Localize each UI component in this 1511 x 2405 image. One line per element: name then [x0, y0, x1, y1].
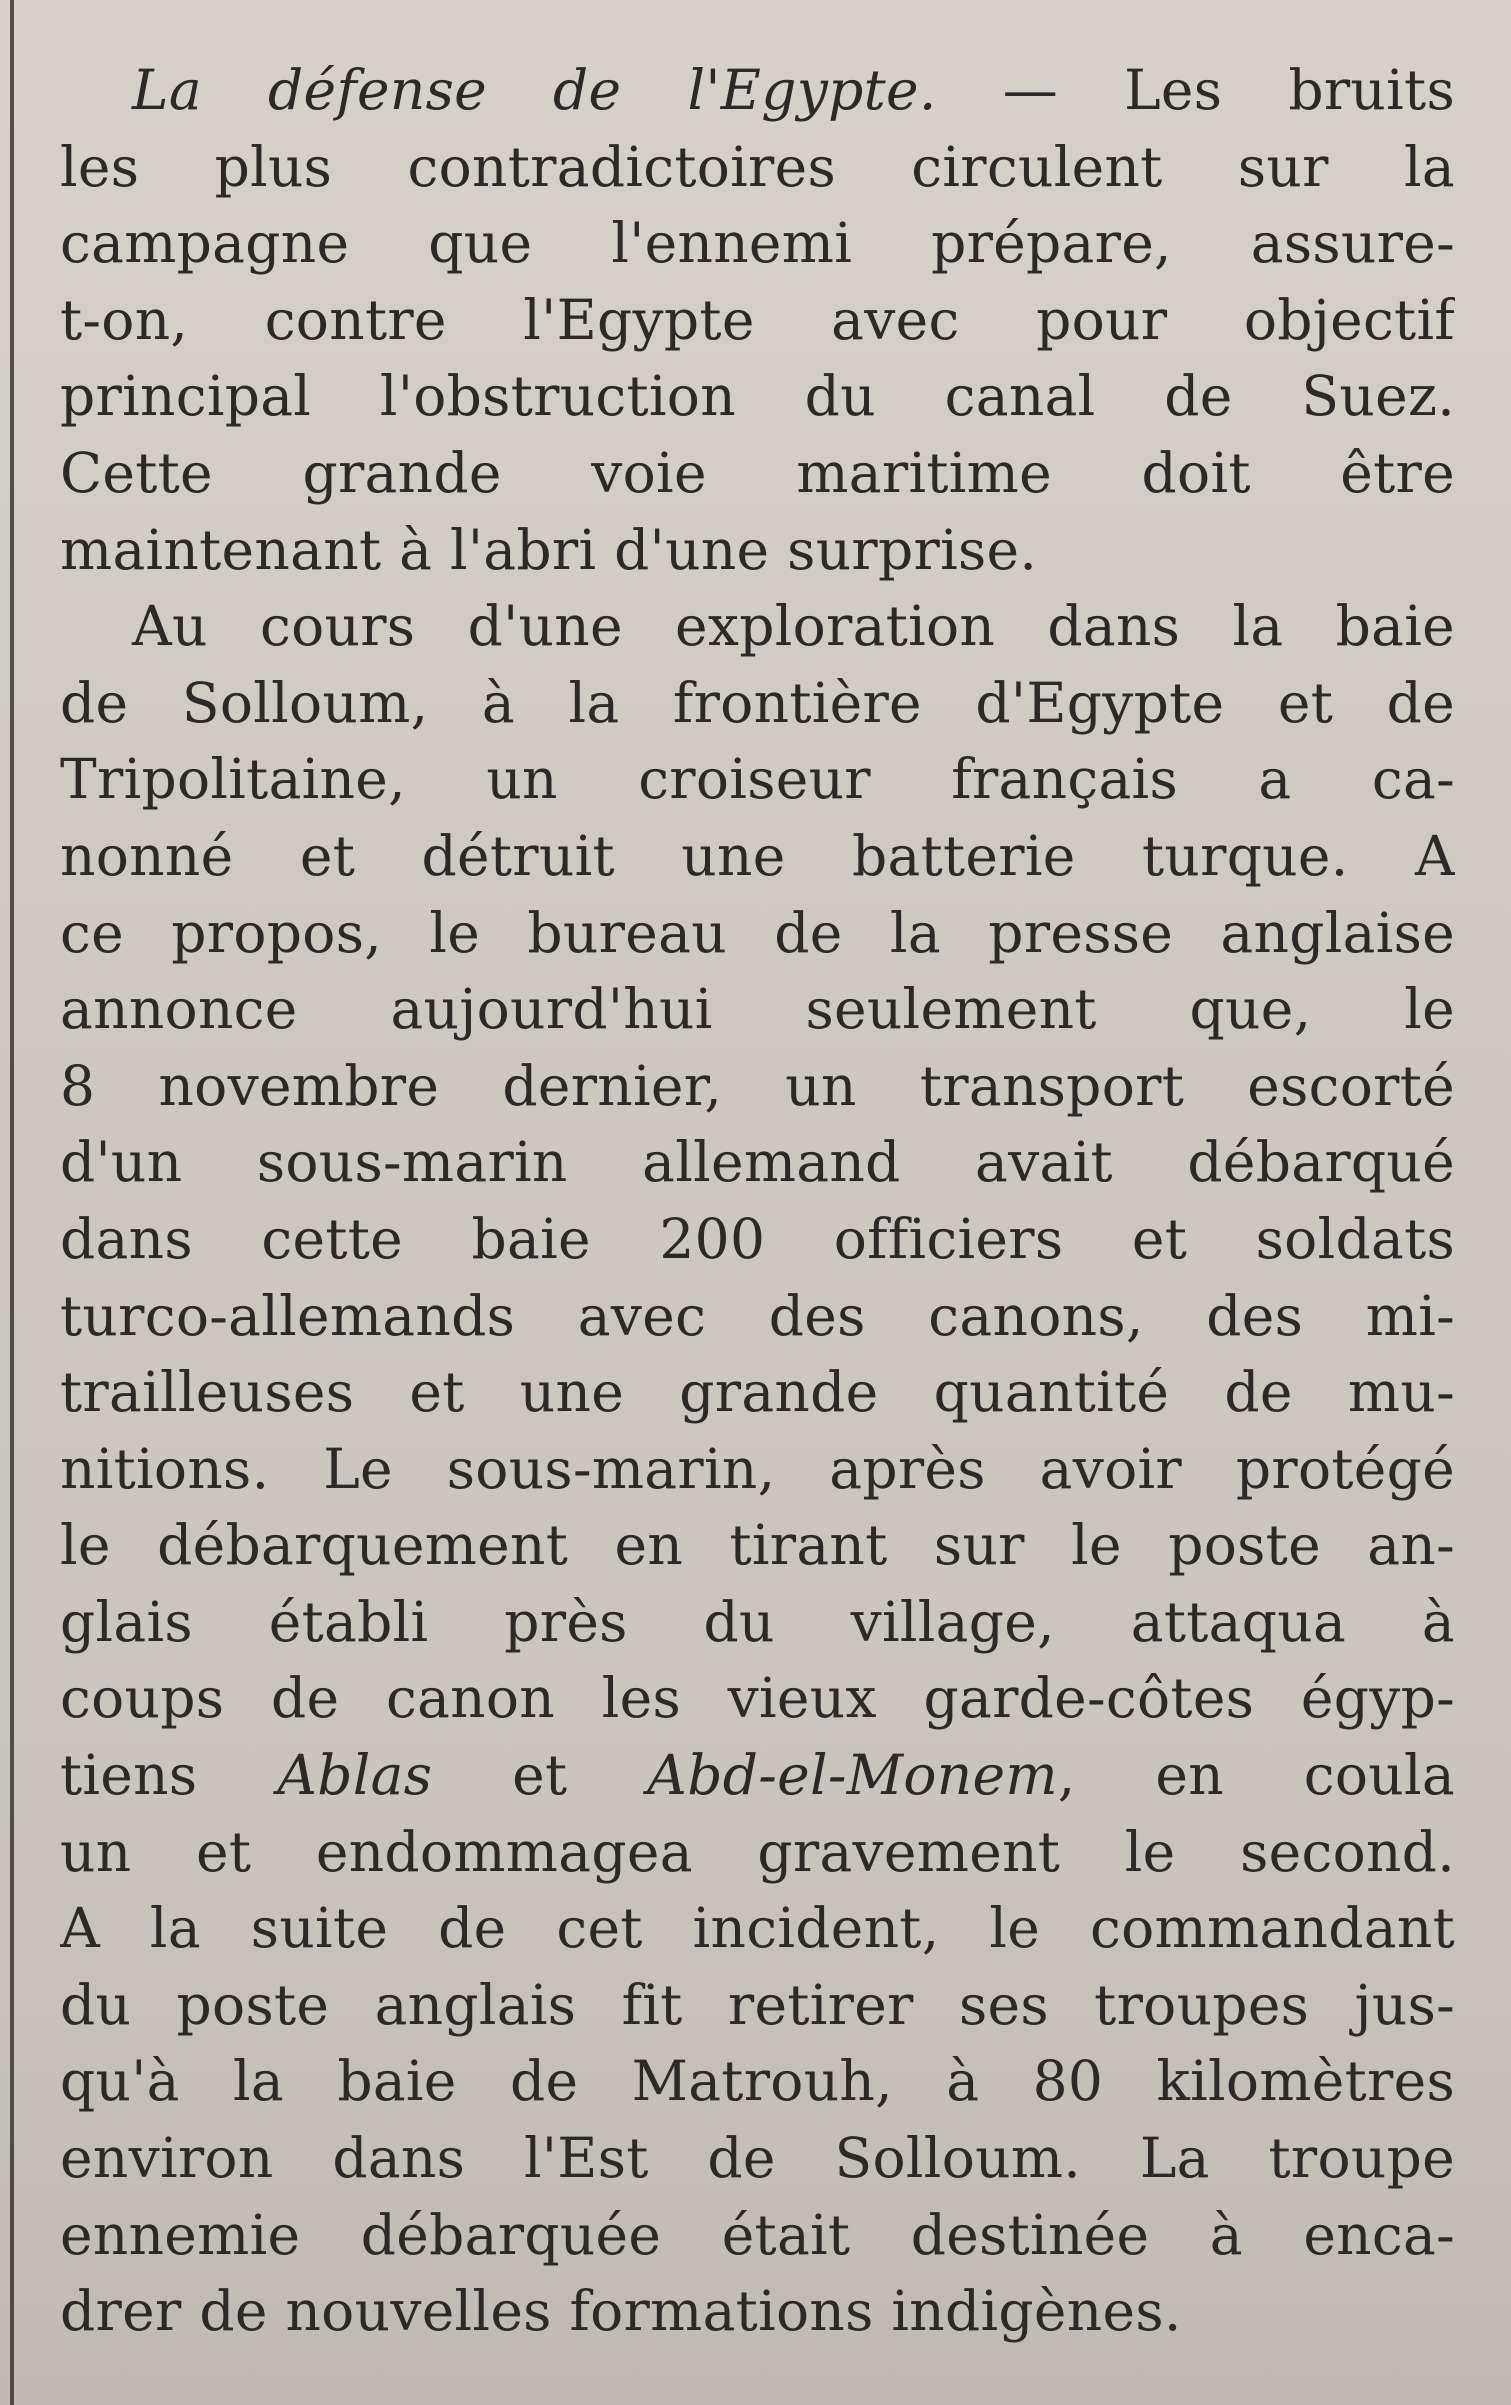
text-segment: ennemie débarquée était destinée à enca- [60, 2202, 1455, 2267]
text-segment: le débarquement en tirant sur le poste an- [60, 1513, 1455, 1578]
article-line [60, 129, 1455, 206]
article-line [60, 1201, 1455, 1278]
article-line [60, 205, 1455, 282]
text-segment: et [432, 1743, 648, 1808]
text-segment: t-on, contre l'Egypte avec pour objectif [60, 287, 1455, 352]
italic-text: Abd-el-Monem [647, 1743, 1058, 1808]
article-body [60, 52, 1455, 2350]
text-segment: tiens [60, 1743, 278, 1808]
article-line [60, 1354, 1455, 1431]
text-segment: dans cette baie 200 officiers et soldats [60, 1206, 1455, 1271]
article-line [60, 971, 1455, 1048]
text-segment: drer de nouvelles formations indigènes. [60, 2279, 1182, 2344]
article-line [60, 665, 1455, 742]
text-segment: 8 novembre dernier, un transport escorté [60, 1053, 1455, 1118]
italic-text: Ablas [277, 1743, 433, 1808]
text-segment: maintenant à l'abri d'une surprise. [60, 517, 1038, 582]
text-segment: glais établi près du village, attaqua à [60, 1589, 1455, 1654]
text-segment: annonce aujourd'hui seulement que, le [60, 977, 1455, 1042]
article-line [60, 1660, 1455, 1737]
article-line [60, 1890, 1455, 1967]
article-line [60, 1814, 1455, 1891]
article-line [60, 2197, 1455, 2274]
article-line [60, 1048, 1455, 1125]
text-segment: qu'à la baie de Matrouh, à 80 kilomètres [60, 2049, 1455, 2114]
italic-text: La défense de l'Egypte. [132, 58, 937, 122]
text-segment: — Les bruits [936, 58, 1455, 122]
text-segment: un et endommagea gravement le second. [60, 1819, 1455, 1884]
text-segment: environ dans l'Est de Solloum. La troupe [60, 2126, 1455, 2191]
article-line [60, 512, 1455, 589]
article-line [60, 1584, 1455, 1661]
article-line [60, 1737, 1455, 1814]
text-segment: A la suite de cet incident, le commandant [60, 1896, 1455, 1961]
article-line [60, 741, 1455, 818]
article-line [60, 818, 1455, 895]
article-line [60, 588, 1455, 665]
text-segment: trailleuses et une grande quantité de mu- [60, 1360, 1455, 1425]
text-segment: campagne que l'ennemi prépare, assure- [60, 211, 1455, 276]
text-segment: Tripolitaine, un croiseur français a ca- [60, 747, 1455, 812]
text-segment: de Solloum, à la frontière d'Egypte et de [60, 670, 1455, 735]
text-segment: les plus contradictoires circulent sur la [60, 134, 1455, 199]
article-line [60, 1124, 1455, 1201]
text-segment: Au cours d'une exploration dans la baie [132, 594, 1455, 659]
article-line [60, 358, 1455, 435]
article-line [60, 1278, 1455, 1355]
text-segment: , en coula [1057, 1743, 1455, 1808]
text-segment: principal l'obstruction du canal de Suez. [60, 364, 1455, 429]
text-segment: turco-allemands avec des canons, des mi- [60, 1283, 1455, 1348]
article-line [60, 2120, 1455, 2197]
article-line [60, 1507, 1455, 1584]
text-segment: coups de canon les vieux garde-côtes égyp- [60, 1666, 1455, 1731]
article-line [60, 1967, 1455, 2044]
text-segment: ce propos, le bureau de la presse anglaise [60, 900, 1455, 965]
text-segment: Cette grande voie maritime doit être [60, 440, 1455, 505]
article-line [60, 2043, 1455, 2120]
article-paragraph [60, 588, 1455, 2350]
article-line [60, 52, 1455, 129]
article-paragraph [60, 52, 1455, 588]
article-line [60, 282, 1455, 359]
article-line [60, 895, 1455, 972]
text-segment: d'un sous-marin allemand avait débarqué [60, 1130, 1455, 1195]
text-segment: nitions. Le sous-marin, après avoir protégé [60, 1436, 1455, 1501]
article-line [60, 435, 1455, 512]
article-line [60, 2273, 1455, 2350]
text-segment: nonné et détruit une batterie turque. A [60, 823, 1455, 888]
text-segment: du poste anglais fit retirer ses troupes jus- [60, 1972, 1455, 2037]
column-rule [10, 0, 14, 2405]
article-line [60, 1431, 1455, 1508]
